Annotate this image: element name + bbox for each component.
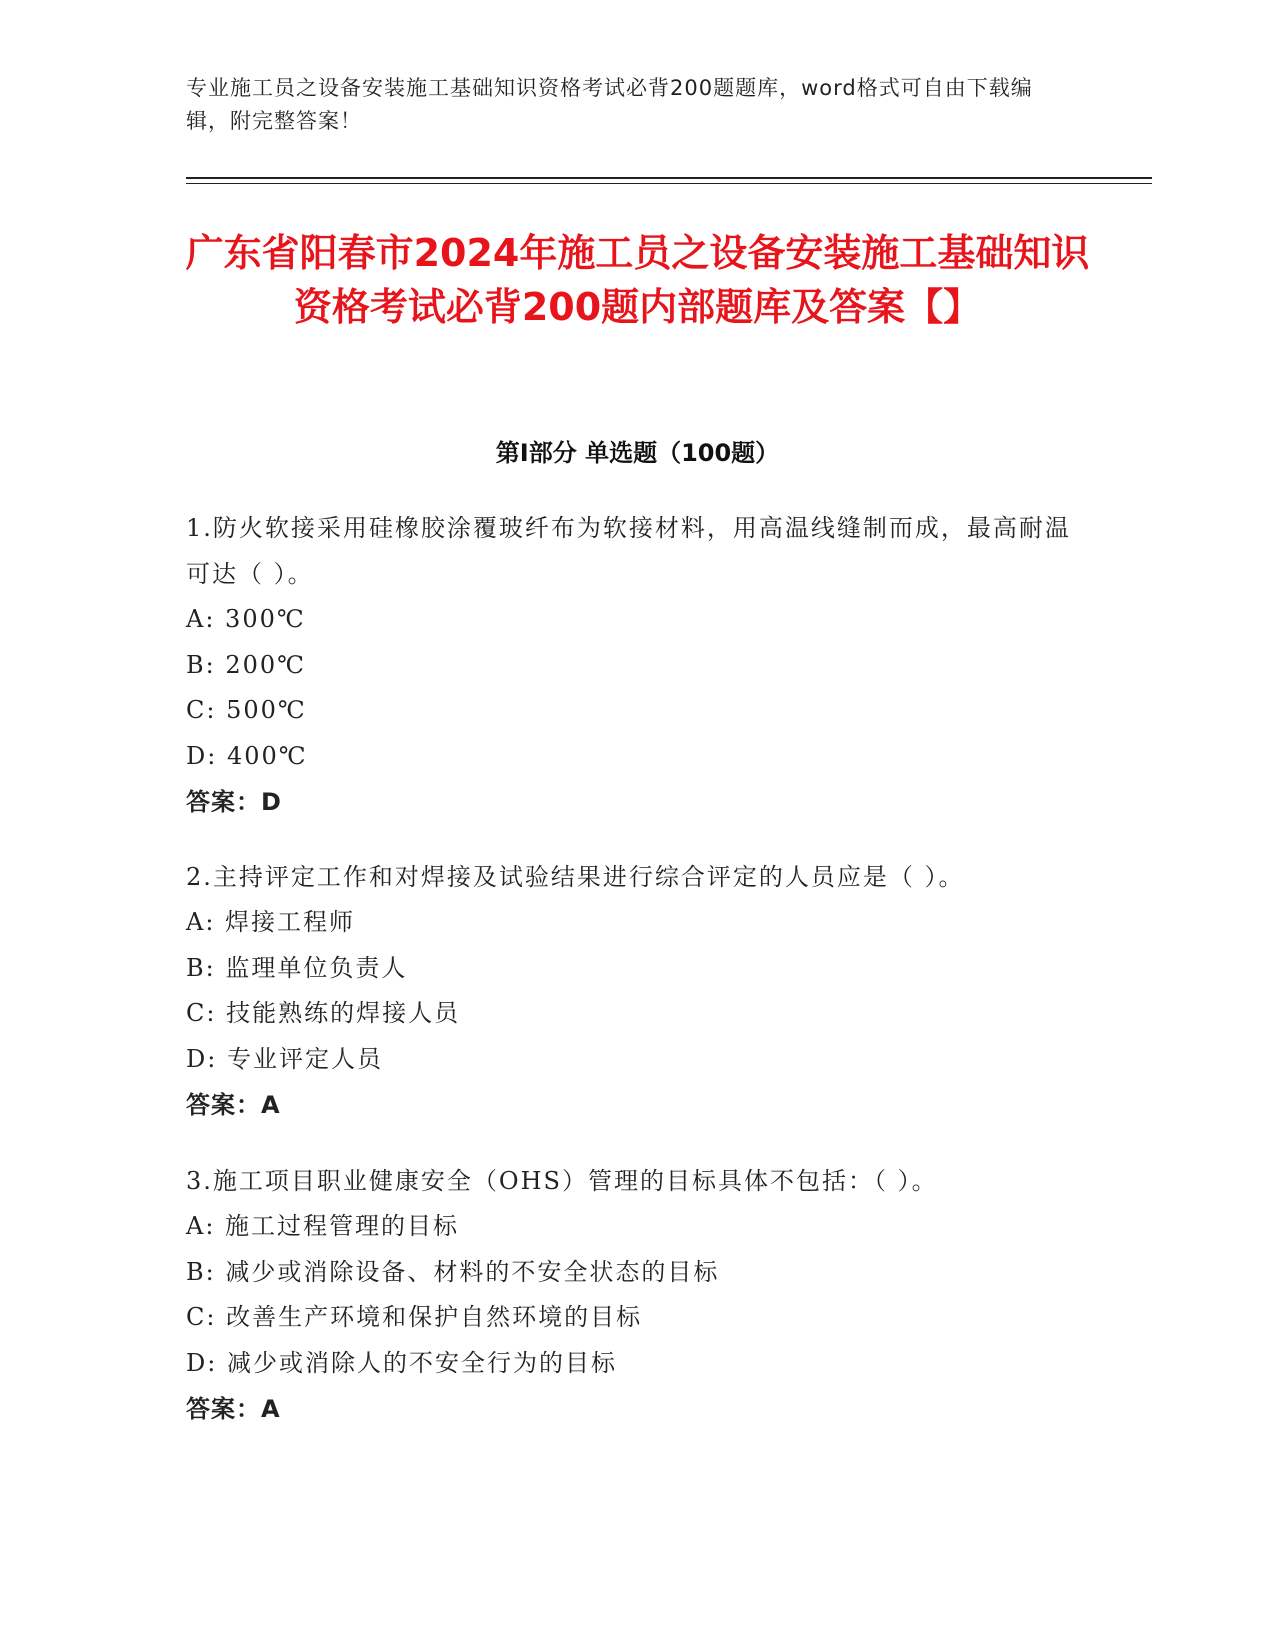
option-a: A: 施工过程管理的目标	[186, 1212, 460, 1240]
question-text: 3.施工项目职业健康安全（OHS）管理的目标具体不包括：（ ）。	[186, 1167, 938, 1195]
answer-line: 答案：D	[186, 788, 282, 816]
question-block-1	[186, 505, 1086, 825]
option-d: D: 400℃	[186, 741, 308, 770]
option-d: D: 减少或消除人的不安全行为的目标	[186, 1348, 617, 1377]
option-b: B: 200℃	[186, 650, 307, 679]
question-text: 1.防火软接采用硅橡胶涂覆玻纤布为软接材料，用高温线缝制而成，最高耐温可达（ ）。	[186, 514, 1071, 588]
option-d: D: 专业评定人员	[186, 1044, 383, 1073]
answer-line: 答案：A	[186, 1395, 281, 1423]
option-b: B: 减少或消除设备、材料的不安全状态的目标	[186, 1257, 720, 1286]
header-rule-thin	[186, 183, 1152, 184]
option-c: C: 改善生产环境和保护自然环境的目标	[186, 1303, 643, 1331]
option-a: A: 焊接工程师	[186, 908, 356, 936]
section-heading: 第I部分 单选题（100题）	[495, 439, 780, 467]
question-block-3	[186, 1158, 1086, 1432]
question-block-2	[186, 854, 1086, 1128]
option-c: C: 技能熟练的焊接人员	[186, 999, 461, 1027]
option-a: A: 300℃	[186, 605, 306, 633]
question-text: 2.主持评定工作和对焊接及试验结果进行综合评定的人员应是（ ）。	[186, 863, 965, 891]
answer-line: 答案：A	[186, 1091, 281, 1119]
header-note: 专业施工员之设备安装施工基础知识资格考试必背200题题库，word格式可自由下载编辑，附完整答案！	[186, 76, 1033, 133]
header-rule-thick	[186, 177, 1152, 179]
option-b: B: 监理单位负责人	[186, 953, 408, 982]
option-c: C: 500℃	[186, 696, 307, 724]
document-title: 广东省阳春市2024年施工员之设备安装施工基础知识资格考试必背200题内部题库及答案【】	[185, 231, 1090, 329]
